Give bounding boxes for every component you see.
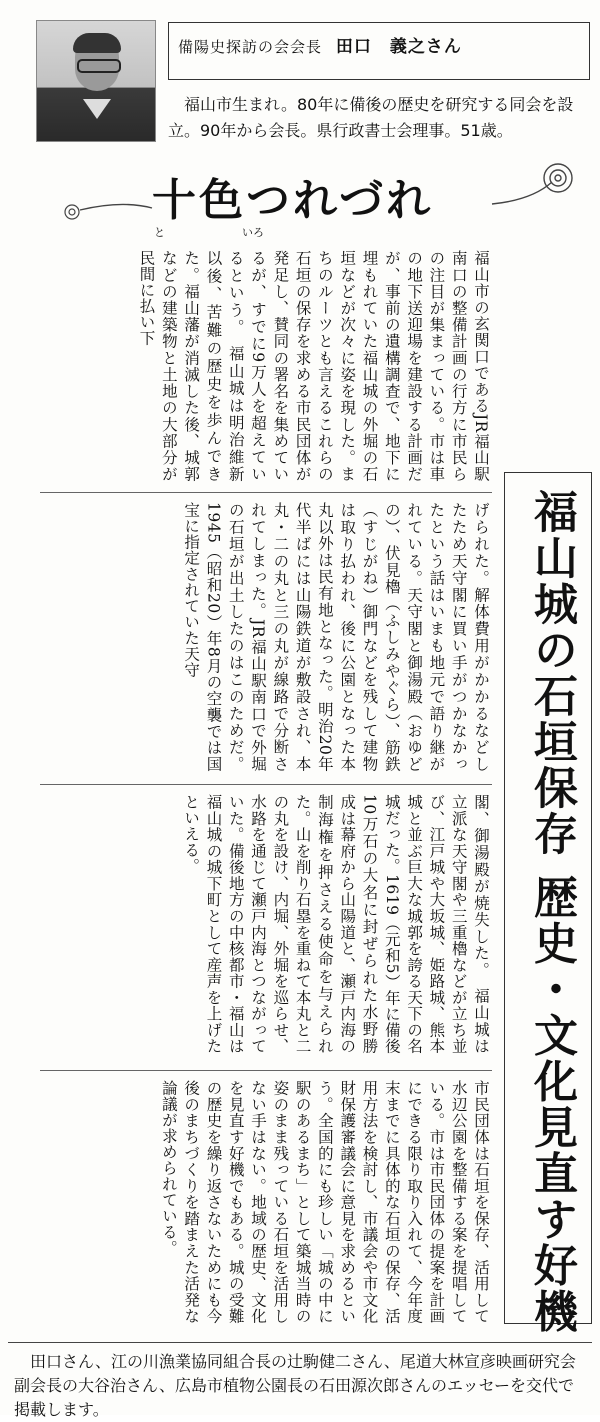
footer-note: 田口さん、江の川漁業協同組合長の辻駒健二さん、尾道大林宣彦映画研究会副会長の大谷治さん、広島市植物公園長の石田源次郎さんのエッセーを交代で掲載します。 [14,1352,576,1419]
author-photo [36,20,156,142]
article-block-1: 福山市の玄関口であるJR福山駅南口の整備計画の行方に市民らの注目が集まっている。市は車の地下送迎場を建設する計画だが、事前の遺構調査で、地下に埋もれていた福山城の外堀の石垣などが次々に姿を現した。まちのルーツとも言えるこれらの石垣の保存を求める市民団体が発足し、賛同の署名を集めているが、すでに9万人を超えているという。 福山城は明治維新以後、苦難の歴史を歩んできた。福山藩が消滅した後、城郭などの建築物と土地の大部分が民間に払い下 [137,250,490,482]
headline: 福山城の石垣保存 歴史・文化見直す好機 [526,489,577,1335]
author-affiliation: 備陽史探訪の会会長 [178,38,323,56]
block-divider-1 [40,492,492,493]
photo-collar [83,99,111,119]
ruby-iro: いろ [242,226,264,239]
column-title-banner [62,160,582,239]
author-name: 田口 義之さん [335,37,462,57]
author-bio: 福山市生まれ。80年に備後の歴史を研究する同会を設立。90年から会長。県行政書士会理事。51歳。 [168,95,574,140]
ruby-to: と [154,226,165,239]
photo-hair [73,33,121,53]
article-block-3: 閣、御湯殿が焼失した。 福山城は立派な天守閣や三重櫓などが立ち並び、江戸城や大坂城、姫路城、熊本城と並ぶ巨大な城郭を誇る天下の名城だった。1619（元和5）年に備後10万石の大名に封ぜられた水野勝成は幕府から山陽道と、瀬戸内海の制海権を押さえる使命を与えられた。山を削り石塁を重ねて本丸と二の丸を設け、内堀、外堀を巡らせ、水路を通じて瀬戸内海とつながっていた。備後地方の中核都市・福山は福山城の城下町として産声を上げたといえる。 [182,794,490,1054]
block-divider-2 [40,784,492,785]
headline-box [504,472,592,1335]
article-block-4: 市民団体は石垣を保存、活用して水辺公園を整備する案を提唱している。市は市民団体の提案を計画にできる限り取り入れて、今年度末までに具体的な石垣の保存、活用方法を検討し、市議会や市文化財保護審議会に意見を求めるという。全国的にも珍しい「城の中に駅のあるまち」として築城当時の姿のまま残っている石垣を活用しない手はない。地域の歴史、文化を見直す好機でもある。城の受難の歴史を繰り返さないためにも今後のまちづくりを踏まえた活発な論議が求められている。 [159,1080,490,1324]
block-divider-3 [40,1070,492,1071]
author-title [178,32,462,57]
article-block-2: げられた。解体費用がかかるなどしたため天守閣に買い手がつかなかったという話はいまも地元で語り継がれている。天守閣と御湯殿（おゆどの）、伏見櫓（ふしみやぐら）、筋鉄（すじがね）御門などを残して建物は取り払われ、後に公園となった本丸以外は民有地となった。明治20年代半ばには山陽鉄道が敷設され、本丸・二の丸と三の丸が線路で分断されてしまった。JR福山駅南口で外堀の石垣が出土したのはこのためだ。1945（昭和20）年8月の空襲では国宝に指定されていた天守 [182,502,490,772]
photo-glasses [77,59,121,73]
column-name: 十色つれづれ [152,175,434,226]
footer-divider [8,1342,592,1343]
